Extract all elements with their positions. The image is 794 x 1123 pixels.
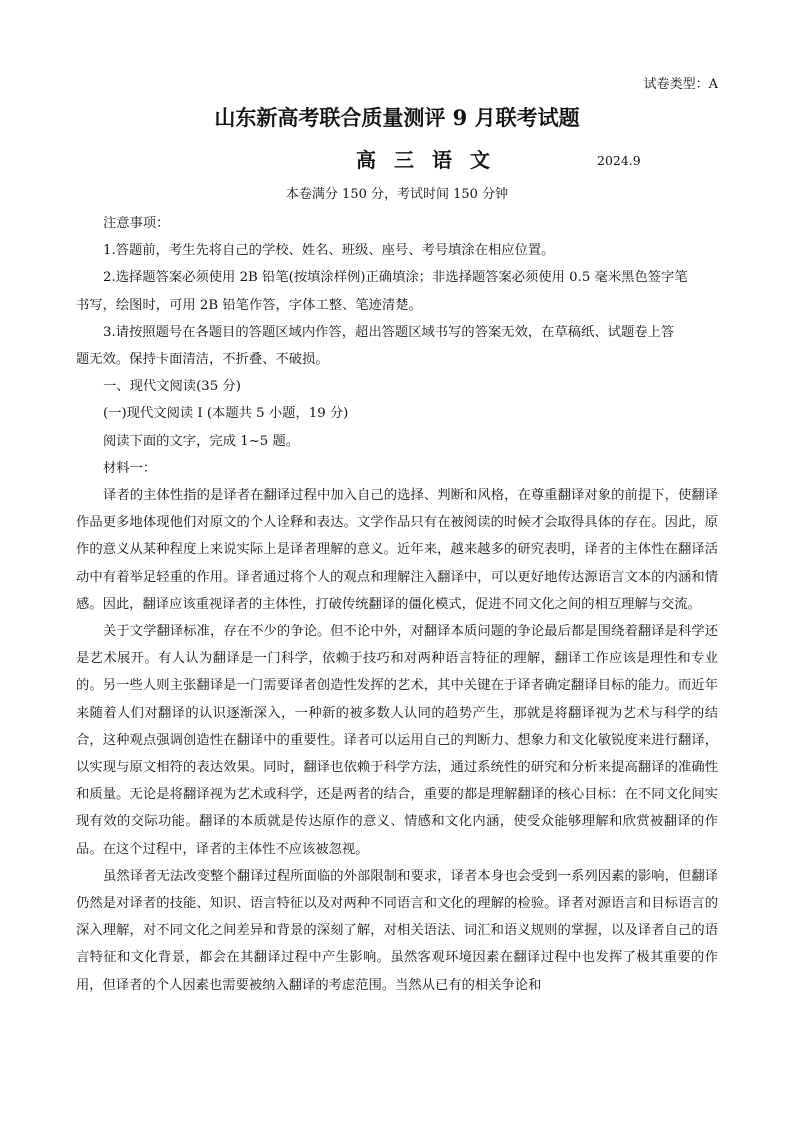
exam-title: 山东新高考联合质量测评 9 月联考试题 [214,105,580,130]
notice-heading: 注意事项： [103,216,170,231]
paper-type-label: 试卷类型：A [643,77,718,92]
score-time-note: 本卷满分 150 分，考试时间 150 分钟 [285,187,509,202]
notice-item-2-line-2: 书写，绘图时，可用 2B 铅笔作答，字体工整、笔迹清楚。 [76,297,422,313]
exam-content [76,210,718,999]
passage-paragraph-2: 关于文学翻译标准，存在不少的争论。但不论中外，对翻译本质问题的争论最后都是围绕着翻译是科学还是艺术展开。有人认为翻译是一门科学，依赖于技巧和对两种语言特征的理解，翻译工作应该是理性和专业的。另一些人则主张翻译是一门需要译者创造性发挥的艺术，其中关键在于译者确定翻译目标的能力。而近年来随着人们对翻译的认识逐渐深入，一种新的被多数人认同的趋势产生，那就是将翻译视为艺术与科学的结合，这种观点强调创造性在翻译中的重要性。译者可以运用自己的判断力、想象力和文化敏锐度来进行翻译，以实现与原文相符的表达效果。同时，翻译也依赖于科学方法，通过系统性的研究和分析来提高翻译的准确性和质量。无论是将翻译视为艺术或科学，还是两者的结合，重要的都是理解翻译的核心目标：在不同文化间实现有效的交际功能。翻译的本质就是传达原作的意义、情感和文化内涵，使受众能够理解和欣赏被翻译的作品。在这个过程中，译者的主体性不应该被忽视。 [76,624,718,857]
passage-paragraph-1: 译者的主体性指的是译者在翻译过程中加入自己的选择、判断和风格，在尊重翻译对象的前提下，使翻译作品更多地体现他们对原文的个人诠释和表达。文学作品只有在被阅读的时候才会取得具体的存在。因此，原作的意义从某种程度上来说实际上是译者理解的意义。近年来，越来越多的研究表明，译者的主体性在翻译活动中有着举足轻重的作用。译者通过将个人的观点和理解注入翻译中，可以更好地传达源语言文本的内涵和情感。因此，翻译应该重视译者的主体性，打破传统翻译的僵化模式，促进不同文化之间的相互理解与交流。 [76,488,718,612]
material-label: 材料一： [103,460,157,476]
subject-title: 高三语文 [356,148,508,172]
reading-instruction: 阅读下面的文字，完成 1~5 题。 [103,433,300,449]
exam-date: 2024.9 [597,153,641,168]
notice-item-3-line-1: 3.请按照题号在各题目的答题区域内作答，超出答题区域书写的答案无效，在草稿纸、试题卷上答 [103,324,675,340]
notice-item-1: 1.答题前，考生先将自己的学校、姓名、班级、座号、考号填涂在相应位置。 [103,243,555,259]
passage-paragraph-3: 虽然译者无法改变整个翻译过程所面临的外部限制和要求，译者本身也会受到一系列因素的影响，但翻译仍然是对译者的技能、知识、语言特征以及对两种不同语言和文化的理解的检验。译者对源语言和目标语言的深入理解，对不同文化之间差异和背景的深刻了解，对相关语法、词汇和语义规则的掌握，以及译者自己的语言特征和文化背景，都会在其翻译过程中产生影响。虽然客观环境因素在翻译过程中也发挥了极其重要的作用，但译者的个人因素也需要被纳入翻译的考虑范围。当然从已有的相关争论和 [76,868,718,993]
notice-item-2-line-1: 2.选择题答案必须使用 2B 铅笔(按填涂样例)正确填涂；非选择题答案必须使用 0.5 毫米黑色签字笔 [103,270,688,286]
section-heading: 一、现代文阅读(35 分) [103,379,241,395]
subsection-heading: (一)现代文阅读 I (本题共 5 小题，19 分) [103,406,349,422]
notice-item-3-line-2: 题无效。保持卡面清洁，不折叠、不破损。 [76,352,329,368]
